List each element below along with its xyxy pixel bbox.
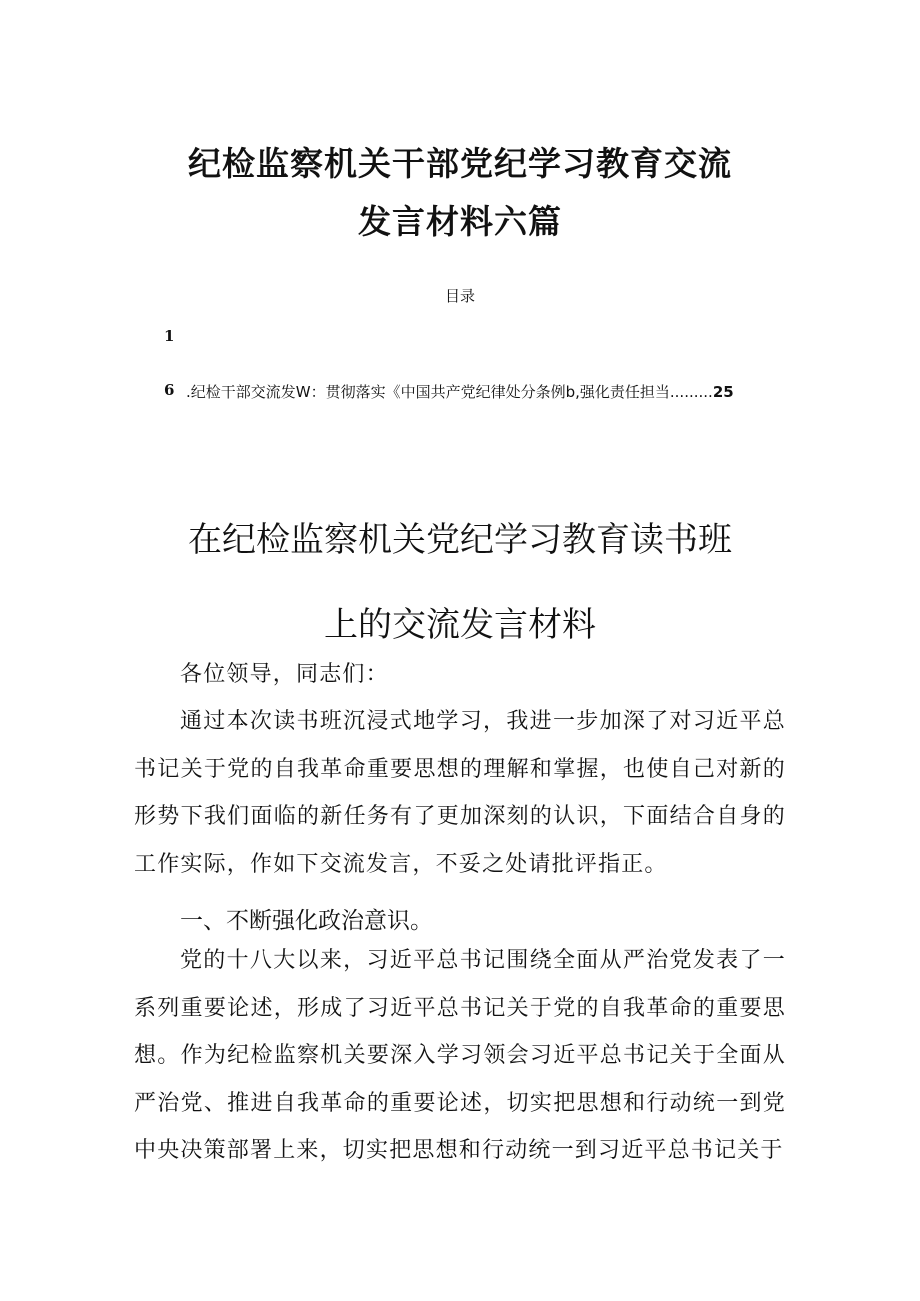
salutation: 各位领导，同志们： — [180, 662, 389, 687]
toc-entry-6-page: 25 — [712, 383, 734, 401]
document-title-line-2: 发言材料六篇 — [358, 202, 562, 241]
toc-entry-6-text: .纪检干部交流发W：贯彻落实《中国共产党纪律处分条例b,强化责任担当......... — [186, 383, 713, 401]
toc-entry-6-number: 6 — [164, 381, 175, 399]
document-title-line-1: 纪检监察机关干部党纪学习教育交流 — [188, 144, 732, 183]
article-title-line-1: 在纪检监察机关党纪学习教育读书班 — [188, 520, 732, 560]
toc-entry-6[interactable] — [186, 381, 734, 402]
toc-heading: 目录 — [444, 287, 475, 305]
article-title-line-2: 上的交流发言材料 — [324, 605, 596, 645]
intro-paragraph: 通过本次读书班沉浸式地学习，我进一步加深了对习近平总书记关于党的自我革命重要思想的理解和掌握，也使自己对新的形势下我们面临的新任务有了更加深刻的认识，下面结合自身的工作实际，作如下交流发言，不妥之处请批评指正。 — [134, 709, 786, 877]
toc-entry-1-number: 1 — [164, 327, 175, 345]
section-1-heading: 一、不断强化政治意识。 — [180, 908, 433, 934]
section-1-paragraph: 党的十八大以来，习近平总书记围绕全面从严治党发表了一系列重要论述，形成了习近平总书记关于党的自我革命的重要思想。作为纪检监察机关要深入学习领会习近平总书记关于全面从严治党、推进自我革命的重要论述，切实把思想和行动统一到党中央决策部署上来，切实把思想和行动统一到习近平总书记关于 — [134, 948, 786, 1163]
